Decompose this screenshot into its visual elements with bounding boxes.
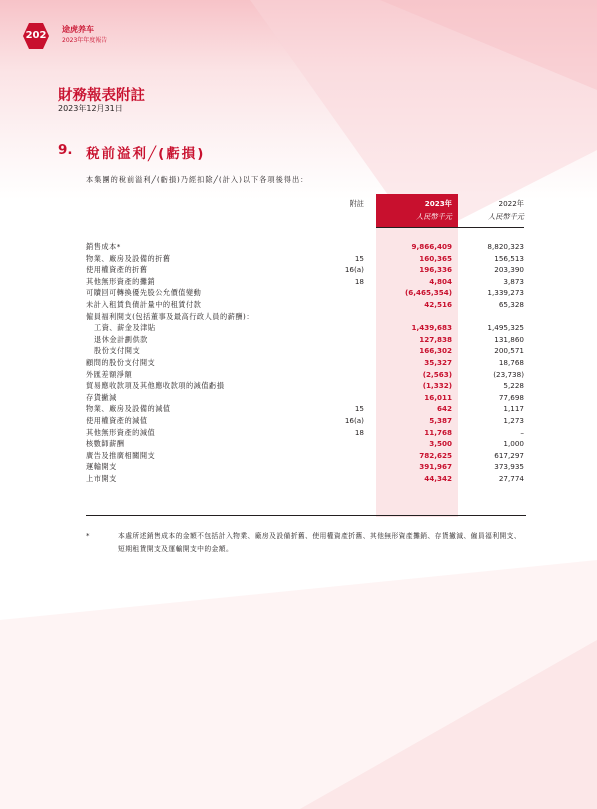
row-value-2023: 35,327 [424,357,452,367]
column-header-2023 [376,194,458,227]
table-row [86,427,526,439]
page-number: 202 [25,30,47,41]
table-row [86,473,526,485]
row-value-2023: 5,387 [429,415,452,425]
row-label: 工資、薪金及津貼 [94,323,156,333]
row-label: 存貨撇減 [86,392,117,402]
table-row [86,345,526,357]
row-note: 16(a) [344,415,364,425]
row-label: 使用權資產的減值 [86,415,148,425]
column-header-2022 [460,194,524,227]
table-row [86,276,526,288]
row-label: 顧問的股份支付開支 [86,357,156,367]
row-label: 廣告及推廣相關開支 [86,450,156,460]
column-header-2023-unit: 人民幣千元 [416,212,452,221]
table-bottom-rule [86,515,526,516]
table-row [86,450,526,462]
row-label: 僱員福利開支(包括董事及最高行政人員的薪酬)： [86,311,255,321]
table-row [86,380,526,392]
row-label: 可贖回可轉換優先股公允價值變動 [86,288,202,298]
row-label: 上市開支 [86,473,117,483]
row-value-2023: 42,516 [424,299,452,309]
table-row [86,299,526,311]
table-row [86,334,526,346]
row-value-2022: 373,935 [494,462,524,472]
row-value-2023: 196,336 [419,265,452,275]
row-value-2022: 200,571 [494,346,524,356]
table-row [86,264,526,276]
row-label: 銷售成本* [86,242,121,251]
row-value-2022: – [520,427,524,437]
table-row [86,253,526,265]
row-value-2023: 391,967 [419,462,452,472]
row-note: 15 [354,404,364,414]
row-value-2023: (6,465,354) [404,288,452,298]
row-value-2022: 1,117 [503,404,524,414]
header-rule [376,227,524,228]
table-row [86,311,526,323]
row-value-2022: 131,860 [494,334,524,344]
table-row [86,415,526,427]
row-value-2022: 1,339,273 [487,288,524,298]
row-label: 物業、廠房及設備的折舊 [86,253,171,263]
row-note: 16(a) [344,265,364,275]
row-value-2023: 16,011 [424,392,452,402]
row-note: 18 [354,276,364,286]
row-value-2023: 160,365 [419,253,452,263]
row-value-2022: 5,228 [503,381,524,391]
row-value-2023: 642 [436,404,452,414]
table-row [86,287,526,299]
row-value-2022: 617,297 [494,450,524,460]
row-value-2023: 4,804 [429,276,452,286]
footnote-text: 本處所述銷售成本的金額不包括計入物業、廠房及設備折舊、使用權資產折舊、其他無形資產攤銷、存貨撇減、僱員福利開支、短期租賃開支及運輸開支中的金額。 [118,532,522,553]
column-header-2022-year: 2022年 [498,199,524,208]
row-label: 外匯差額淨額 [86,369,133,379]
table-row [86,322,526,334]
row-label: 未計入租賃負債計量中的租賃付款 [86,299,202,309]
table-row [86,357,526,369]
section-number: 9. [58,142,73,158]
row-label: 其他無形資產的減值 [86,427,156,437]
row-label: 使用權資產的折舊 [86,265,148,275]
row-note: 15 [354,253,364,263]
section-title: 稅前溢利╱(虧損) [86,146,206,162]
row-value-2023: 9,866,409 [411,242,452,251]
table-row [86,369,526,381]
table-row [86,392,526,404]
row-value-2022: 8,820,323 [487,242,524,251]
row-value-2022: 65,328 [498,299,524,309]
table-body [86,241,526,484]
row-value-2023: 166,302 [419,346,452,356]
row-label: 運輸開支 [86,462,117,472]
table-row [86,403,526,415]
company-name: 途虎养车 [62,25,94,34]
row-label: 退休金計劃供款 [94,334,148,344]
page-title: 財務報表附註 [58,88,145,104]
row-note: 18 [354,427,364,437]
table-row [86,241,526,253]
row-value-2023: 11,768 [424,427,452,437]
row-value-2022: 3,873 [503,276,524,286]
row-value-2022: (23,738) [493,369,524,379]
report-name: 2023年年度報告 [62,37,108,44]
row-label: 股份支付開支 [94,346,141,356]
row-label: 其他無形資產的攤銷 [86,276,156,286]
row-value-2022: 1,495,325 [487,323,524,333]
column-header-2023-year: 2023年 [424,199,452,208]
row-value-2023: (2,563) [422,369,452,379]
row-value-2022: 203,390 [494,265,524,275]
row-value-2022: 1,273 [503,415,524,425]
row-value-2023: 44,342 [424,473,452,483]
row-value-2023: 3,500 [429,439,452,449]
section-intro: 本集團的稅前溢利╱(虧損)乃經扣除╱(計入)以下各項後得出： [86,175,309,184]
column-header-note: 附註 [349,199,364,208]
column-header-2022-unit: 人民幣千元 [488,212,524,221]
row-value-2022: 18,768 [498,357,524,367]
table-row [86,461,526,473]
row-value-2022: 1,000 [503,439,524,449]
row-value-2022: 156,513 [494,253,524,263]
row-label: 物業、廠房及設備的減值 [86,404,171,414]
row-value-2022: 27,774 [498,473,524,483]
page-number-badge [22,22,50,50]
row-value-2023: 127,838 [419,334,452,344]
row-value-2022: 77,698 [498,392,524,402]
row-label: 核數師薪酬 [86,439,125,449]
row-value-2023: (1,332) [422,381,452,391]
row-value-2023: 1,439,683 [411,323,452,333]
row-label: 貿易應收款項及其他應收款項的減值虧損 [86,381,225,391]
page-date: 2023年12月31日 [58,104,123,113]
table-row [86,438,526,450]
footnote-marker: * [86,532,90,540]
row-value-2023: 782,625 [419,450,452,460]
